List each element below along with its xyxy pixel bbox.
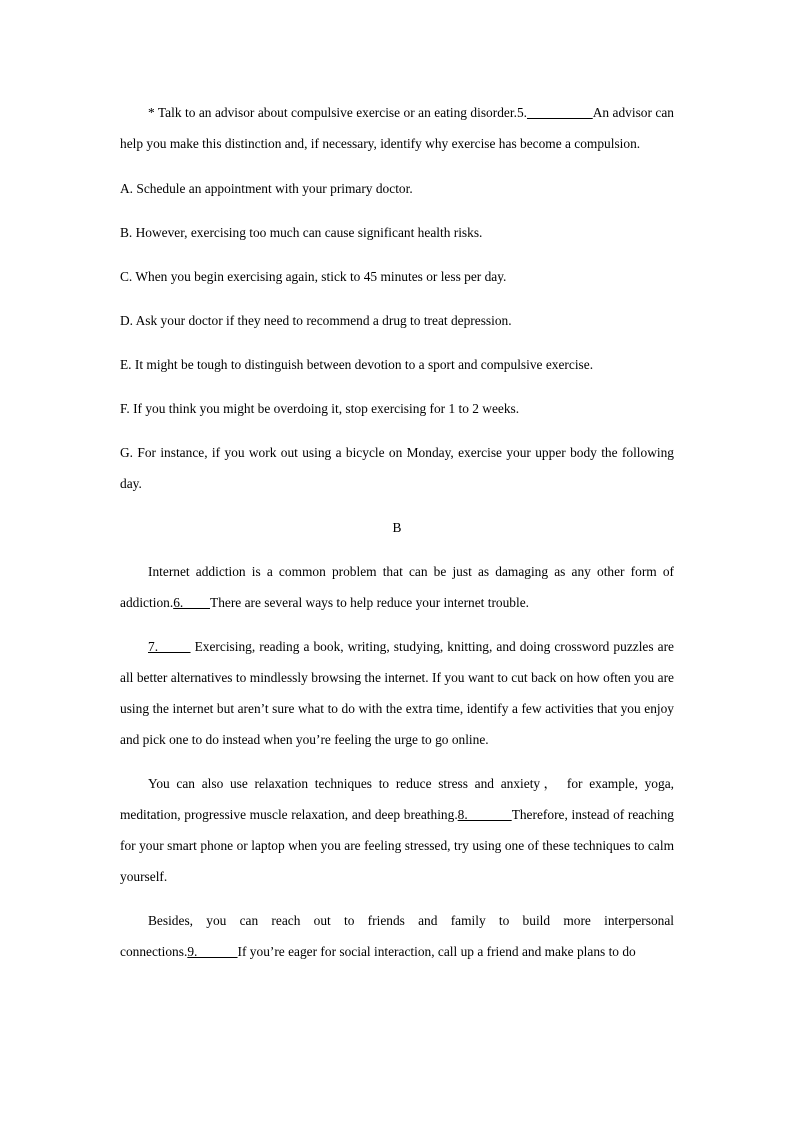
blank-5-number: 5. xyxy=(516,105,527,120)
paragraph-text: Besides, you can reach out to friends and family to build more interpersonal connections. xyxy=(120,913,674,959)
intro-after-text: An advisor can help you make this distinction and, if necessary, identify why exercise has become a compulsion. xyxy=(120,105,675,151)
spacer xyxy=(120,755,674,768)
paragraph-text: Exercising, reading a book, writing, studying, knitting, and doing crossword puzzles are all better alternatives to mindlessly browsing the internet. If you want to cut back on how often you are using the internet but aren’t sure what to do with the extra time, identify a few activities that you enjoy and pick one to do instead when you’re feeling the urge to go online. xyxy=(120,639,674,747)
paragraph-text: You can also use relaxation techniques to reduce stress and anxiety， for example, yoga, meditation, progressive muscle relaxation, and deep breathing. xyxy=(120,776,674,822)
paragraph-text: Therefore, instead of reaching for your smart phone or laptop when you are feeling stressed, try using one of these techniques to calm yourself. xyxy=(120,807,674,884)
paragraph-text: If you’re eager for social interaction, call up a friend and make plans to do xyxy=(237,944,636,959)
spacer xyxy=(120,292,674,305)
option-c: C. When you begin exercising again, stick to 45 minutes or less per day. xyxy=(120,269,507,284)
paragraph-relaxation xyxy=(120,768,674,892)
option-g: G. For instance, if you work out using a bicycle on Monday, exercise your upper body the following day. xyxy=(120,445,674,491)
intro-paragraph xyxy=(120,97,674,159)
blank-6[interactable]: 6. xyxy=(173,595,211,610)
spacer xyxy=(120,336,674,349)
spacer xyxy=(120,204,674,217)
section-heading-b: B xyxy=(392,520,402,535)
document-page xyxy=(120,97,674,967)
spacer xyxy=(120,499,674,512)
spacer xyxy=(120,892,674,905)
intro-text: * Talk to an advisor about compulsive exercise or an eating disorder. xyxy=(148,105,517,120)
spacer xyxy=(120,543,674,556)
spacer xyxy=(120,618,674,631)
option-b: B. However, exercising too much can cause significant health risks. xyxy=(120,225,483,240)
spacer xyxy=(120,248,674,261)
blank-7[interactable]: 7. xyxy=(148,639,191,654)
option-e: E. It might be tough to distinguish between devotion to a sport and compulsive exercise. xyxy=(120,357,594,372)
option-f: F. If you think you might be overdoing it, stop exercising for 1 to 2 weeks. xyxy=(120,401,520,416)
paragraph-internet-addiction xyxy=(120,556,674,618)
blank-5[interactable] xyxy=(527,105,593,120)
spacer xyxy=(120,159,674,173)
paragraph-text: Internet addiction is a common problem that can be just as damaging as any other form of addiction. xyxy=(120,564,674,610)
blank-9[interactable]: 9. xyxy=(187,944,238,959)
paragraph-text: There are several ways to help reduce your internet trouble. xyxy=(210,595,530,610)
spacer xyxy=(120,424,674,437)
blank-8[interactable]: 8. xyxy=(457,807,512,822)
paragraph-alternatives xyxy=(120,631,674,755)
paragraph-connections xyxy=(120,905,674,967)
spacer xyxy=(120,380,674,393)
option-a: A. Schedule an appointment with your primary doctor. xyxy=(120,181,413,196)
option-d: D. Ask your doctor if they need to recommend a drug to treat depression. xyxy=(120,313,512,328)
